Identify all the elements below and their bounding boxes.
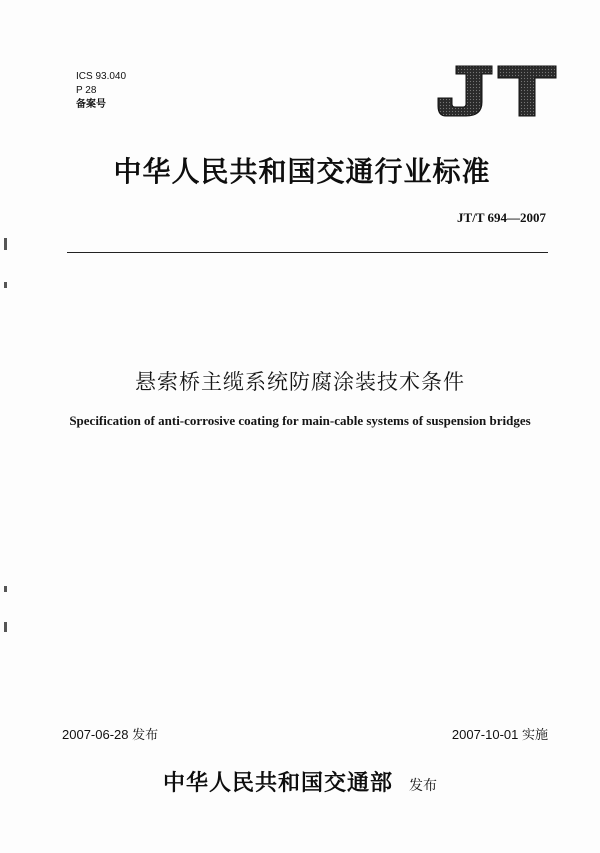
document-title-english: Specification of anti-corrosive coating for main-cable systems of suspension bridges	[69, 413, 531, 428]
standard-category-title: 中华人民共和国交通行业标准	[113, 155, 491, 188]
scan-edge-mark	[4, 282, 7, 288]
classification-code: P 28	[76, 85, 97, 96]
record-number-label: 备案号	[76, 99, 106, 110]
publication-date: 2007-06-28 发布	[62, 727, 159, 742]
ics-code: ICS 93.040	[76, 71, 127, 82]
document-title-chinese: 悬索桥主缆系统防腐涂装技术条件	[135, 370, 465, 394]
classification-block	[76, 70, 126, 112]
standard-number: JT/T 694—2007	[457, 210, 546, 225]
issuer-line	[0, 766, 600, 797]
scan-edge-mark	[4, 238, 7, 250]
jt-logo	[436, 62, 558, 118]
header-divider	[67, 252, 548, 253]
jt-logo-letters	[438, 66, 556, 116]
issuer-name: 中华人民共和国交通部	[162, 771, 393, 796]
scan-edge-mark	[4, 586, 7, 592]
issuer-verb: 发布	[409, 778, 437, 794]
scan-edge-mark	[4, 622, 7, 632]
implementation-date: 2007-10-01 实施	[451, 727, 548, 742]
